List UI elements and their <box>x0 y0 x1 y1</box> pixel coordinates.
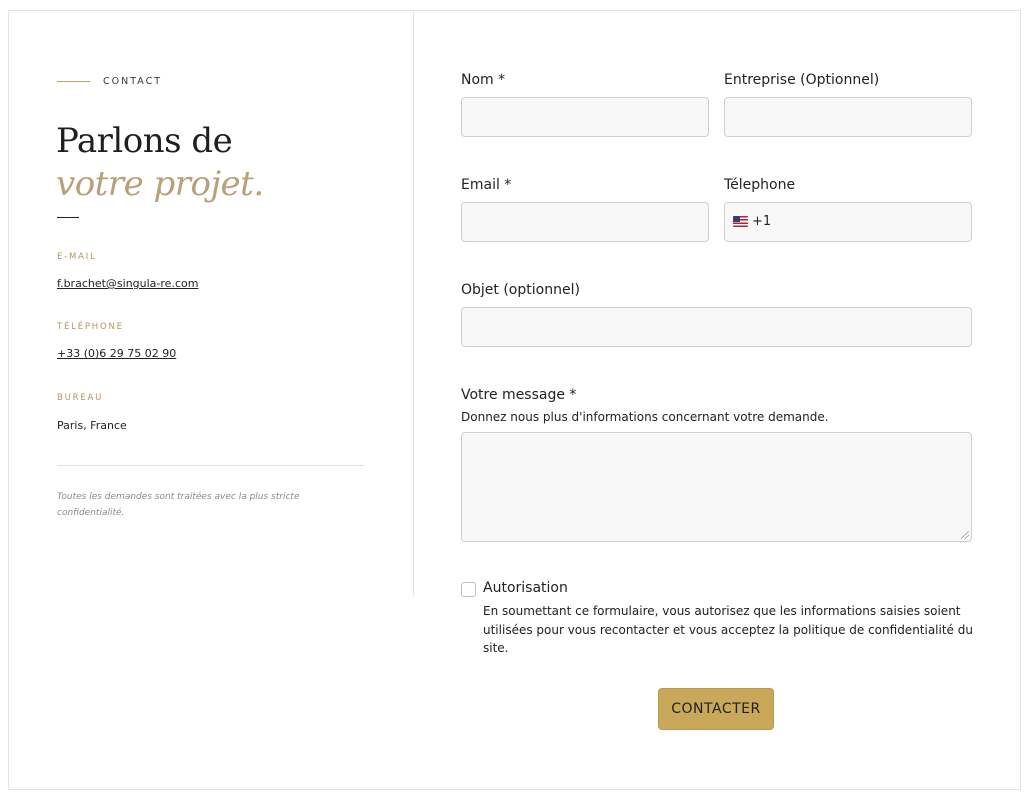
email-label: E-MAIL <box>57 252 97 262</box>
headline-line-1: Parlons de <box>56 121 233 161</box>
message-textarea[interactable] <box>461 432 972 542</box>
message-label: Votre message * <box>461 387 577 403</box>
office-label: BUREAU <box>57 393 104 403</box>
company-input[interactable] <box>724 97 972 137</box>
name-input[interactable] <box>461 97 709 137</box>
subject-label: Objet (optionnel) <box>461 282 580 298</box>
left-divider <box>57 465 364 466</box>
phone-country-selector[interactable] <box>733 214 771 229</box>
section-eyebrow <box>57 76 162 87</box>
subject-input[interactable] <box>461 307 972 347</box>
page-title <box>56 120 264 206</box>
submit-button[interactable]: CONTACTER <box>658 688 774 730</box>
name-label: Nom * <box>461 72 506 88</box>
email-input[interactable] <box>461 202 709 242</box>
headline-line-2: votre projet. <box>56 164 264 204</box>
privacy-note: Toutes les demandes sont traitées avec la plus stricte confidentialité. <box>57 492 300 518</box>
resize-grip-icon[interactable] <box>961 531 969 539</box>
phone-prefix-text: +1 <box>752 214 772 229</box>
phone-link[interactable]: +33 (0)6 29 75 02 90 <box>57 347 177 360</box>
headline-rule <box>57 217 79 218</box>
email-field-label: Email * <box>461 177 512 193</box>
consent-text: En soumettant ce formulaire, vous autorisez que les informations saisies soient utilisées pour vous recontacter et vous acceptez la politique de confidentialité du site. <box>483 604 973 655</box>
company-label: Entreprise (Optionnel) <box>724 72 880 88</box>
consent-title: Autorisation <box>483 580 568 596</box>
consent-checkbox[interactable] <box>461 582 476 597</box>
email-link[interactable]: f.brachet@singula-re.com <box>57 277 199 290</box>
eyebrow-line <box>57 81 90 82</box>
us-flag-icon <box>733 216 748 227</box>
vertical-divider <box>413 10 414 596</box>
message-help: Donnez nous plus d'informations concernant votre demande. <box>461 410 829 424</box>
office-value: Paris, France <box>57 419 127 432</box>
phone-label: TÉLÉPHONE <box>57 322 124 332</box>
phone-input[interactable] <box>724 202 972 242</box>
phone-field-label: Télephone <box>724 177 796 193</box>
eyebrow-text: CONTACT <box>103 76 163 87</box>
